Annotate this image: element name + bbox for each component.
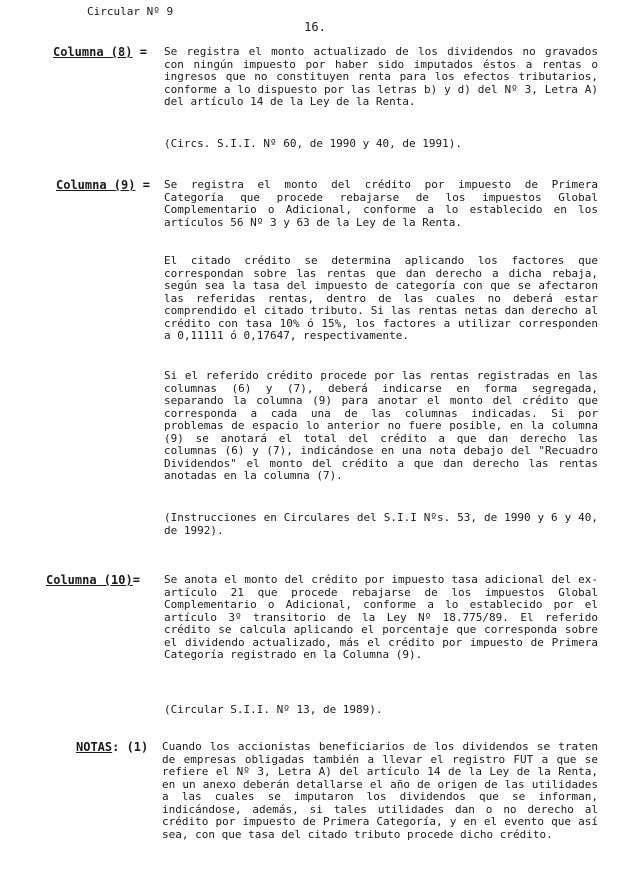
column-9-label: Columna (9) bbox=[56, 178, 136, 192]
column-9-reference: (Instrucciones en Circulares del S.I.I Nºs. 53, de 1990 y 6 y 40, de 1992). bbox=[164, 511, 598, 537]
column-8-separator: = bbox=[132, 45, 147, 59]
column-9-separator: = bbox=[135, 178, 150, 192]
column-9-heading bbox=[56, 178, 150, 192]
column-8-heading bbox=[53, 45, 147, 59]
notes-label: NOTAS bbox=[76, 740, 113, 754]
page-number: 16. bbox=[304, 20, 326, 34]
column-9-paragraph-1: Se registra el monto del crédito por impuesto de Primera Categoría que procede rebajarse de los impuestos Global Complementario o Adicional, conforme a lo establecido en los artículos 56 Nº 3 y 63 de la Ley de la Renta. bbox=[164, 178, 598, 229]
notes-text: Cuando los accionistas beneficiarios de los dividendos se traten de empresas obligadas también a llevar el registro FUT a que se refiere el Nº 3, Letra A) del artículo 14 de la Ley de la Renta, en un anexo deberán detallarse el año de origen de las utilidades a las cuales se imputaron los dividendos que se informan, indicándose, además, si tales utilidades dan o no derecho al crédito por impuesto de Primera Categoría, y en el evento que así sea, con que tasa del citado tributo procede dicho crédito. bbox=[162, 740, 598, 841]
column-10-reference: (Circular S.I.I. Nº 13, de 1989). bbox=[164, 703, 383, 716]
column-10-separator: = bbox=[132, 573, 140, 587]
column-10-text: Se anota el monto del crédito por impuesto tasa adicional del ex-artículo 21 que procede rebajarse de los impuestos Global Complementario o Adicional, conforme a lo establecido por el artículo 3º transitorio de la Ley Nº 18.775/89. El referido crédito se calcula aplicando el porcentaje que corresponda sobre el dividendo actualizado, más el crédito por impuesto de Primera Categoría registrado en la Columna (9). bbox=[164, 573, 598, 661]
column-8-label: Columna (8) bbox=[53, 45, 133, 59]
column-10-label: Columna (10) bbox=[46, 573, 133, 587]
column-10-heading bbox=[46, 573, 140, 587]
circular-header: Circular Nº 9 bbox=[87, 5, 174, 18]
notes-heading bbox=[76, 740, 148, 754]
column-8-reference: (Circs. S.I.I. Nº 60, de 1990 y 40, de 1991). bbox=[164, 137, 463, 150]
notes-number: : (1) bbox=[112, 740, 149, 754]
column-9-paragraph-2: El citado crédito se determina aplicando los factores que correspondan sobre las rentas que dan derecho a dicha rebaja, según sea la tasa del impuesto de categoría con que se afectaron las referidas rentas, dentro de las cuales no deberá estar comprendido el citado tributo. Si las rentas netas dan derecho al crédito con tasa 10% ó 15%, los factores a utilizar corresponden a 0,11111 ó 0,17647, respectivamente. bbox=[164, 254, 598, 342]
column-9-paragraph-3: Si el referido crédito procede por las rentas registradas en las columnas (6) y (7), deberá indicarse en forma segregada, separando la columna (9) para anotar el monto del crédito que corresponda a cada una de las columnas indicadas. Si por problemas de espacio lo anterior no fuere posible, en la columna (9) se anotará el total del crédito a que dan derecho las columnas (6) y (7), indicándose en una nota debajo del "Recuadro Dividendos" el monto del crédito a que dan derecho las rentas anotadas en la columna (7). bbox=[164, 369, 598, 482]
column-8-text: Se registra el monto actualizado de los dividendos no gravados con ningún impuesto por haber sido imputados éstos a rentas o ingresos que no constituyen renta para los efectos tributarios, conforme a lo dispuesto por las letras b) y d) del Nº 3, Letra A) del artículo 14 de la Ley de la Renta. bbox=[164, 45, 598, 108]
